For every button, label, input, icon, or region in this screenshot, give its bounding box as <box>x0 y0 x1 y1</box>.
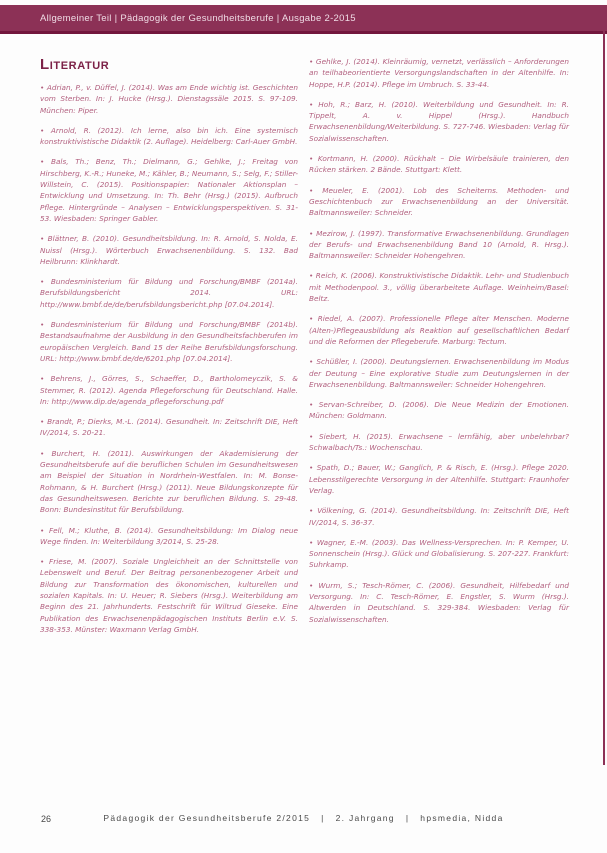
reference-item: • Friese, M. (2007). Soziale Ungleichheit an der Schnittstelle von Lebenswelt und Beruf. Der Beitrag personenbezogener Arbeit und Bildung zur Transformation des ökonomischen, kulturellen und sozialen Kapitals. In: U. Heuer; R. Siebers (Hrsg.). Weiterbildung am Beginn des 21. Jahrhunderts. Festschrift für Wiltrud Gieseke. Eine Publikation des Erwachsenenpädagogischen Instituts Berlin e.V. S. 338-353. Münster: Waxmann Verlag GmbH. <box>40 557 298 634</box>
reference-item: • Servan-Schreiber, D. (2006). Die Neue Medizin der Emotionen. München: Goldmann. <box>309 400 569 421</box>
reference-item: • Adrian, P., v. Düffel, J. (2014). Was am Ende wichtig ist. Geschichten vom Sterben. In: J. Hucke (Hrsg.). Dienstagssäle 2015. S. 97-109. München: Piper. <box>40 83 298 115</box>
reference-item: • Bundesministerium für Bildung und Forschung/BMBF (2014b). Bestandsaufnahme der Ausbildung in den Gesundheitsfachberufen im europäischen Vergleich. Band 15 der Reihe Berufsbildungsforschung. URL: http://www.bmbf.de/de/6201.php [07.04.2014]. <box>40 320 298 363</box>
journal-footer-line: Pädagogik der Gesundheitsberufe 2/2015 | 2. Jahrgang | hpsmedia, Nidda <box>103 813 504 823</box>
reference-item: • Mezirow, J. (1997). Transformative Erwachsenenbildung. Grundlagen der Berufs- und Erwachsenenbildung Band 10 (Arnold, R. Hrsg.). Baltmannsweiler: Schneider Hohengehren. <box>309 228 569 261</box>
reference-item: • Fell, M.; Kluthe, B. (2014). Gesundheitsbildung: Im Dialog neue Wege finden. In: Weiterbildung 3/2014, S. 25-28. <box>40 525 298 546</box>
reference-item: • Gehlke, J. (2014). Kleinräumig, vernetzt, verlässlich – Anforderungen an teilhabeorientierte Versorgungslandschaften in der Altenhilfe. In: Hoppe, H.P. (2014). Pflege im Umbruch. S. 33-44. <box>309 57 569 89</box>
references-column-right <box>309 56 569 634</box>
page-header-band <box>0 5 607 34</box>
reference-item: • Hoh, R.; Barz, H. (2010). Weiterbildung und Gesundheit. In: R. Tippelt, A. v. Hippel (Hrsg.). Handbuch Erwachsenenbildung/Weiterbildung. S. 727-746. Wiesbaden: Verlag für Sozialwissenschaften. <box>309 99 569 143</box>
reference-item: • Völkening, G. (2014). Gesundheitsbildung. In: Zeitschrift DIE, Heft IV/2014, S. 36-37. <box>309 506 569 527</box>
reference-item: • Kortmann, H. (2000). Rückhalt – Die Wirbelsäule trainieren, den Rücken stärken. 2 Bände. Stuttgart: Klett. <box>309 154 569 175</box>
reference-item: • Behrens, J., Görres, S., Schaeffer, D., Bartholomeyczik, S. & Stemmer, R. (2012). Agenda Pflegeforschung für Deutschland. Halle. In: http://www.dip.de/agenda_pflegeforschung.pdf <box>40 374 298 406</box>
reference-item: • Burchert, H. (2011). Auswirkungen der Akademisierung der Gesundheitsberufe auf die beruflichen Schulen im Gesundheitswesen am Beispiel der Situation in Nordrhein-Westfalen. In: M. Bonse-Rohmann, & H. Burchert (Hrsg.) (2011). Neue Bildungskonzepte für das Gesundheitswesen. Berichte zur beruflichen Bildung. S. 29-48. Bonn: Bundesinstitut für Berufsbildung. <box>40 448 298 515</box>
running-head: Allgemeiner Teil | Pädagogik der Gesundheitsberufe | Ausgabe 2-2015 <box>40 12 356 24</box>
reference-item: • Bundesministerium für Bildung und Forschung/BMBF (2014a). Berufsbildungsbericht 2014. URL: http://www.bmbf.de/de/berufsbildungsbericht.php [07.04.2014]. <box>40 277 298 309</box>
reference-item: • Reich, K. (2006). Konstruktivistische Didaktik. Lehr- und Studienbuch mit Methodenpool. 3., völlig überarbeitete Auflage. Weinheim/Basel: Beltz. <box>309 271 569 304</box>
reference-item: • Meueler, E. (2001). Lob des Scheiterns. Methoden- und Geschichtenbuch zur Erwachsenenbildung an der Universität. Baltmannsweiler: Schneider. <box>309 185 569 218</box>
page-edge-rule <box>603 5 605 765</box>
page-number: 26 <box>41 814 52 824</box>
reference-item: • Schüßler, I. (2000). Deutungslernen. Erwachsenenbildung im Modus der Deutung – Eine explorative Studie zum Deutungslernen in der Erwachsenenbildung. Baltmannsweiler: Schneider Hohengehren. <box>309 357 569 389</box>
reference-item: • Spath, D.; Bauer, W.; Ganglich, P. & Risch, E. (Hrsg.). Pflege 2020. Lebensstilgerechte Versorgung in der Altenhilfe. Stuttgart: Fraunhofer Verlag. <box>309 463 569 495</box>
reference-item: • Wagner, E.-M. (2003). Das Wellness-Versprechen. In: P. Kemper, U. Sonnenschein (Hrsg.). Glück und Globalisierung. S. 207-227. Frankfurt: Suhrkamp. <box>309 537 569 570</box>
reference-item: • Wurm, S.; Tesch-Römer, C. (2006). Gesundheit, Hilfebedarf und Versorgung. In: C. Tesch-Römer, E. Engstler, S. Wurm (Hrsg.). Altwerden in Deutschland. S. 329-384. Wiesbaden: Verlag für Sozialwissenschaften. <box>309 580 569 624</box>
section-heading: Literatur <box>40 56 110 73</box>
reference-item: • Bals, Th.; Benz, Th.; Dielmann, G.; Gehlke, J.; Freitag von Hirschberg, K.-R.; Huneke, M.; Kähler, B.; Neumann, S.; Selg, F.; Stiller-Willstein, C. (2015). Positionspapier: Nationaler Aktionsplan – Entwicklung und Umsetzung. In: Th. Behr (Hrsg.) (2015). Aufbruch Pflege. Hintergründe – Analysen – Entwicklungsperspektiven. S. 31-53. Wiesbaden: Springer Gabler. <box>40 157 298 223</box>
reference-item: • Blättner, B. (2010). Gesundheitsbildung. In: R. Arnold, S. Nolda, E. Nuissl (Hrsg.). Wörterbuch Erwachsenenbildung. S. 132. Bad Heilbrunn: Klinkhardt. <box>40 234 298 266</box>
reference-item: • Siebert, H. (2015). Erwachsene – lernfähig, aber unbelehrbar? Schwalbach/Ts.: Wochenschau. <box>309 431 569 453</box>
reference-item: • Brandt, P.; Dierks, M.-L. (2014). Gesundheit. In: Zeitschrift DIE, Heft IV/2014, S. 20-21. <box>40 417 298 438</box>
page-footer <box>0 813 607 833</box>
references-column-left <box>40 56 298 644</box>
reference-item: • Riedel, A. (2007). Professionelle Pflege alter Menschen. Moderne (Alten-)Pflegeausbildung als Reaktion auf gesellschaftlichen Bedarf und die Reformen der Pflegeberufe. Marburg: Tectum. <box>309 314 569 346</box>
reference-item: • Arnold, R. (2012). Ich lerne, also bin ich. Eine systemisch konstruktivistische Didaktik (2. Auflage). Heidelberg: Carl-Auer GmbH. <box>40 125 298 147</box>
